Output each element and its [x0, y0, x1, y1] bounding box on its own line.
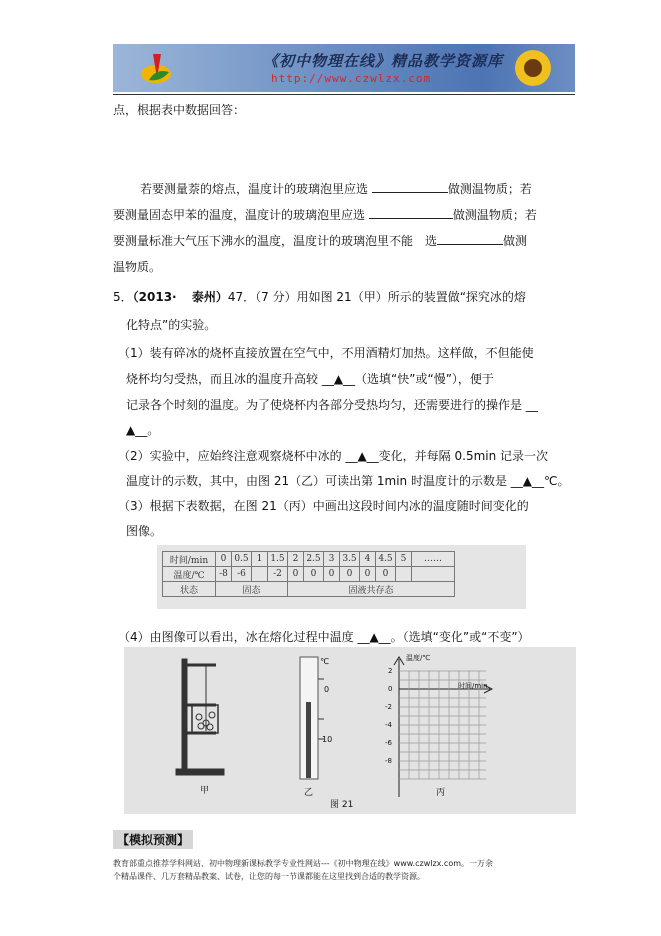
- footer-line-2: 个精品课件、几万套精品教案、试卷，让您的每一节课都能在这里找到合适的教学资源。: [113, 872, 425, 881]
- q5-part2-line-2: 温度计的示数，其中，由图 21（乙）可读出第 1min 时温度计的示数是 __▲__℃。: [126, 474, 570, 488]
- q4-line-2-text-a: 要测量固态甲苯的温度，温度计的玻璃泡里应选: [113, 208, 369, 222]
- table-cell: 5: [396, 552, 412, 567]
- q5-part1-line-4: ▲__。: [126, 423, 160, 437]
- answer-blank[interactable]: [437, 233, 503, 245]
- table-cell: 状态: [163, 582, 216, 597]
- table-cell: 固态: [216, 582, 288, 597]
- table-cell: 2.5: [304, 552, 324, 567]
- q4-line-3-text-b: 做测: [503, 234, 528, 248]
- q5-part1-line-1: （1）装有碎冰的烧杯直接放置在空气中，不用酒精灯加热。这样做，不但能使: [118, 346, 534, 360]
- sunflower-icon: [513, 48, 553, 88]
- q4-line-2-text-b: 做测温物质；若: [452, 208, 537, 222]
- q5-part1-line-3: 记录各个时刻的温度。为了使烧杯内各部分受热均匀，还需要进行的操作是 __: [126, 398, 538, 412]
- q5-stem-line-2: 化特点”的实验。: [126, 318, 217, 332]
- table-cell: 3: [324, 552, 340, 567]
- q5-header: [113, 288, 526, 305]
- figure-label-jia: 甲: [200, 786, 210, 796]
- temperature-table: [162, 551, 455, 597]
- table-cell: 1.5: [268, 552, 288, 567]
- q5-part3-line-2: 图像。: [126, 524, 163, 538]
- footer-line-1: 教育部重点推荐学科网站、初中物理新课标教学专业性网站---《初中物理在线》www.czwlzx.com。一万余: [113, 859, 494, 868]
- graph-y-tick: -4: [385, 721, 392, 729]
- site-logo-icon: [139, 50, 173, 86]
- q4-line-1: [140, 180, 532, 197]
- answer-blank[interactable]: [369, 207, 453, 219]
- temperature-time-graph: [394, 657, 492, 797]
- q4-line-2: [113, 206, 537, 223]
- q5-part1-line-2: 烧杯均匀受热，而且冰的温度升高较 __▲__（选填“快”或“慢”），便于: [126, 372, 494, 386]
- figure-21: [124, 647, 576, 814]
- table-cell: 0: [288, 567, 304, 582]
- table-cell: 0: [360, 567, 376, 582]
- graph-y-tick: -2: [385, 703, 392, 711]
- data-table-figure: [157, 545, 526, 609]
- table-row-time: [163, 552, 455, 567]
- graph-y-tick: -6: [385, 739, 392, 747]
- q5-part2-line-1: （2）实验中，应始终注意观察烧杯中冰的 __▲__变化，并每隔 0.5min 记录一次: [118, 449, 549, 463]
- q5-source-city: 泰州）: [191, 290, 228, 304]
- table-cell: [252, 567, 268, 582]
- table-cell: [396, 567, 412, 582]
- q4-line-4: 温物质。: [113, 260, 162, 274]
- graph-y-tick: 2: [388, 667, 393, 675]
- site-url[interactable]: http://www.czwlzx.com: [271, 72, 432, 85]
- q4-line-1-text-a: 若要测量萘的熔点，温度计的玻璃泡里应选: [140, 182, 372, 196]
- thermometer-icon: [300, 657, 324, 779]
- table-cell: -6: [232, 567, 252, 582]
- table-cell: 温度/℃: [163, 567, 216, 582]
- apparatus-stand-icon: [176, 659, 224, 775]
- table-row-temp: [163, 567, 455, 582]
- table-cell: 0: [324, 567, 340, 582]
- graph-y-tick: 0: [388, 685, 393, 693]
- table-cell: 固液共存态: [288, 582, 455, 597]
- table-cell: 3.5: [340, 552, 360, 567]
- table-cell: ……: [412, 552, 455, 567]
- q5-part3-line-1: （3）根据下表数据，在图 21（丙）中画出这段时间内冰的温度随时间变化的: [118, 499, 529, 513]
- table-row-state: [163, 582, 455, 597]
- figure-caption: 图 21: [330, 800, 354, 810]
- section-label: 【模拟预测】: [113, 830, 193, 849]
- thermometer-mark-0: 0: [324, 685, 330, 694]
- table-cell: 2: [288, 552, 304, 567]
- table-cell: 4.5: [376, 552, 396, 567]
- q5-number: 5．: [113, 290, 133, 304]
- table-cell: 0: [376, 567, 396, 582]
- table-cell: 1: [252, 552, 268, 567]
- site-title: 《初中物理在线》精品教学资源库: [263, 52, 504, 70]
- thermometer-mark-10: 10: [322, 735, 333, 744]
- graph-y-label: 温度/℃: [406, 654, 431, 662]
- q4-line-3-text-a: 要测量标准大气压下沸水的温度，温度计的玻璃泡里不能 选: [113, 234, 438, 248]
- q4-line-3: [113, 232, 527, 249]
- header-banner: [113, 44, 575, 92]
- table-cell: -8: [216, 567, 232, 582]
- answer-blank[interactable]: [372, 181, 448, 193]
- table-cell: 0: [216, 552, 232, 567]
- figure-label-bing: 丙: [436, 788, 446, 798]
- q5-source-year: （2013·: [132, 290, 177, 304]
- table-cell: -2: [268, 567, 288, 582]
- q4-line-1-text-b: 做测温物质；若: [447, 182, 532, 196]
- table-cell: 0: [304, 567, 324, 582]
- q5-stem: 47．（7 分）用如图 21（甲）所示的装置做“探究冰的熔: [227, 290, 526, 304]
- figure-21-drawing: [124, 647, 576, 814]
- table-cell: 0: [340, 567, 360, 582]
- q5-part4: （4）由图像可以看出，冰在熔化过程中温度 __▲__。（选填“变化”或“不变”）: [118, 630, 530, 644]
- figure-label-yi: 乙: [304, 788, 314, 798]
- graph-x-label: 时间/min: [458, 682, 488, 690]
- table-cell: 时间/min: [163, 552, 216, 567]
- header-divider: [113, 94, 575, 95]
- table-cell: [412, 567, 455, 582]
- graph-y-tick: -8: [385, 757, 392, 765]
- table-cell: 4: [360, 552, 376, 567]
- q4-intro: 点，根据表中数据回答：: [113, 103, 246, 117]
- thermometer-unit: ℃: [320, 657, 329, 666]
- table-cell: 0.5: [232, 552, 252, 567]
